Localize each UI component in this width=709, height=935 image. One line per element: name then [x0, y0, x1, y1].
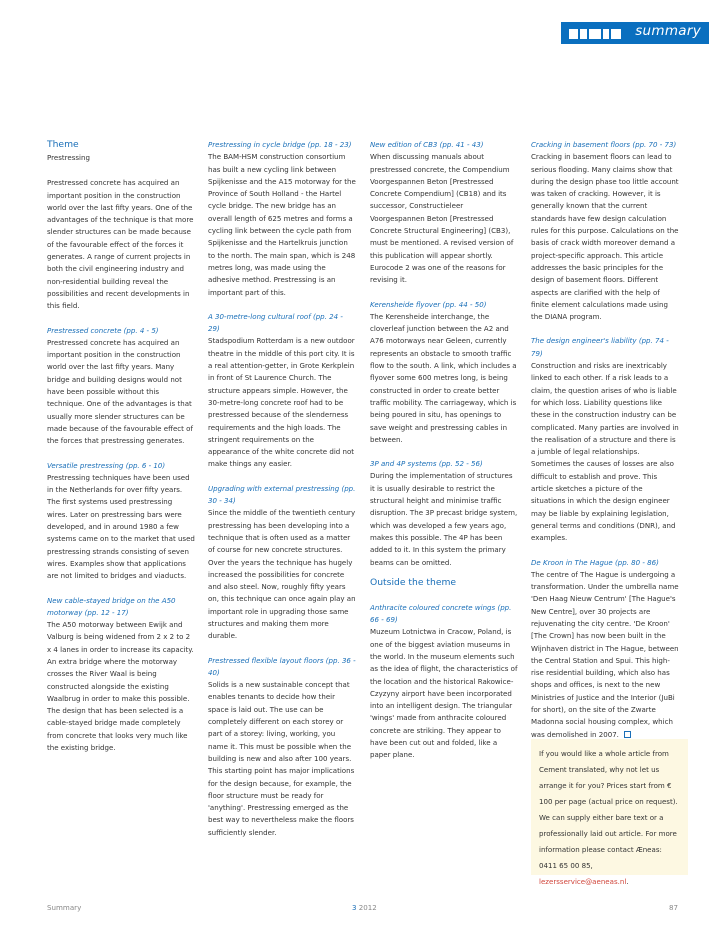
article-body: Solids is a new sustainable concept that enables tenants to decide how their space is laid out. The use can be completely different on each storey or part of a storey: living, working, you name it. This must be possible when the building is new and also after 100 years. This starting point has major implications for the design because, for example, the floor structure must be ready for 'anything'. Prestressing emerged as the best way to nevertheless make the floors sufficiently slender.: [208, 680, 355, 837]
article-body: The centre of The Hague is undergoing a transformation. Under the umbrella name 'Den Haag Nieuw Centrum' [The Hague's New Centre], over 30 projects are rejuvenating the city centre. 'De Kroon' [The Crown] has now been built in the Wijnhaven district in The Hague, between the Central Station and Spui. This high-rise residential building, which also has shops and offices, is next to the new Ministries of Justice and the Interior (JuBi for short), on the site of the Zwarte Madonna social housing complex, which was demolished in 2007.: [531, 569, 679, 739]
article-body: Prestressing techniques have been used in the Netherlands for over fifty years. The first systems used prestressing wires. Later on prestressing bars were developed, and in around 1980 a few systems came on to the market that used prestressing strands consisting of seven wires. Examples show that applications are not limited to bridges and viaducts.: [47, 472, 195, 581]
article-body: The BAM-HSM construction consortium has built a new cycling link between Spijkenisse and the A15 motorway for the Province of South Holland - the Hartel cycle bridge. The new bridge has an overall length of 625 metres and forms a cycling link between the cycle path from Spijkenisse and the Hartelkruis junction to the north. The main span, which is 248 metres long, was made using the adhesive method. Prestressing is an important part of this.: [208, 152, 356, 297]
article-body: Stadspodium Rotterdam is a new outdoor theatre in the middle of this port city. It is a real attention-getter, in Grote Kerkplein in front of St Laurence Church. The structure appears simple. However, the 30-metre-long concrete roof had to be prestressed because of the slenderness requirements and the high loads. The stringent requirements on the appearance of the white concrete did not make things any easier.: [208, 336, 355, 469]
article-body: Construction and risks are inextricably linked to each other. If a risk leads to a claim, the question arises of who is liable for which loss. Liability questions like these in the construction industry can be complicated. Many parties are involved in the realisation of a structure and there is a jumble of legal relationships. Sometimes the causes of losses are also difficult to establish and prove. This article sketches a picture of the situations in which the design engineer may be liable by explaining legislation, general terms and conditions (DNR), and examples.: [531, 361, 679, 543]
article-title: Cracking in basement floors (pp. 70 - 73): [531, 140, 677, 149]
article-body: Cracking in basement floors can lead to serious flooding. Many claims show that during the design phase too little account was taken of cracking. However, it is generally known that the current standards have few design calculation rules for this purpose. Calculations on the basis of crack width moreover demand a project-specific approach. This article addresses the basic principles for the design of basement floors. Different aspects are clarified with the help of finite element calculations made using the DIANA program.: [531, 152, 679, 322]
note-text-wrapper: [539, 746, 681, 890]
masthead-bar: [561, 22, 709, 44]
page-number: 87: [668, 903, 678, 912]
column-1: [47, 139, 195, 754]
article-body: Muzeum Lotnictwa in Cracow, Poland, is one of the biggest aviation museums in the world. In the museum elements such as the idea of flight, the characteristics of the location and the historical Rakowice-Czyzyny airport have been incorporated into an intelligent design. The triangular 'wings' made from anthracite coloured concrete are striking. They appear to have been cut out and folded, like a paper plane.: [370, 627, 518, 760]
article-title: 3P and 4P systems (pp. 52 - 56): [370, 459, 483, 469]
article-body-wrapper: [531, 569, 679, 741]
note-text: If you would like a whole article from Cement translated, why not let us arrange it for you? Prices start from € 100 per page (actual price on request). We can supply either bare text or a professionally laid out article. For more information please contact Æneas: 0411 65 00 85,: [539, 749, 678, 870]
section-label: summary: [635, 23, 701, 39]
article-title: Anthracite coloured concrete wings (pp. 66 - 69): [370, 602, 512, 625]
article-title: New edition of CB3 (pp. 41 - 43): [370, 140, 484, 149]
article-title: Kerensheide flyover (pp. 44 - 50): [370, 299, 487, 309]
article-title: Prestressed flexible layout floors (pp. 36 - 40): [208, 655, 356, 677]
outside-theme-heading: Outside the theme: [370, 576, 457, 588]
cement-logo-icon: [569, 29, 621, 39]
article-body: Prestressed concrete has acquired an important position in the construction world over the last fifty years. Many bridge and building designs would not have been possible without this technique. One of the advantages is that usually more slender structures can be made because of the favourable effect of the forces that prestressing generates.: [47, 337, 193, 446]
footer-issue: [352, 903, 377, 912]
column-4: [531, 139, 679, 741]
article-body: Since the middle of the twentieth century prestressing has been developing into a technique that is often used as a matter of course for new concrete structures. Over the years the technique has hugely increased the possibilities for concrete and also steel. Now, roughly fifty years on, this technique can once again play an important role in upgrading those same structures and making them more durable.: [208, 508, 356, 641]
translation-note: [531, 739, 688, 886]
article-title: The design engineer's liability (pp. 74 - 79): [531, 336, 669, 358]
note-end: .: [626, 877, 629, 886]
article-title: Prestressed concrete (pp. 4 - 5): [47, 325, 159, 335]
article-title: Prestressing in cycle bridge (pp. 18 - 23): [208, 140, 352, 149]
theme-name: Prestressing: [47, 153, 90, 162]
column-2: [208, 139, 356, 839]
contact-email-link[interactable]: lezersservice@aeneas.nl: [539, 877, 627, 886]
issue-year: 2012: [356, 903, 377, 912]
article-title: De Kroon in The Hague (pp. 80 - 86): [531, 557, 659, 567]
article-body: The A50 motorway between Ewijk and Valburg is being widened from 2 x 2 to 2 x 4 lanes in order to increase its capacity. An extra bridge where the motorway crosses the River Waal is being constructed alongside the existing Waalbrug in order to make this possible. The design that has been selected is a cable-stayed bridge made completely from concrete that looks very much like the existing bridge.: [47, 620, 194, 753]
end-of-article-icon: [624, 731, 631, 738]
footer-section-name: Summary: [47, 903, 82, 912]
article-title: Versatile prestressing (pp. 6 - 10): [47, 460, 166, 470]
article-body: During the implementation of structures it is usually desirable to restrict the structural height and minimise traffic disruption. The 3P precast bridge system, which was developed a few years ago, makes this possible. The 4P has been added to it. In this system the primary beams can be omitted.: [370, 471, 518, 567]
issue-number: 3: [352, 903, 357, 912]
theme-heading: Theme: [47, 139, 79, 150]
article-title: A 30-metre-long cultural roof (pp. 24 - 29): [208, 311, 343, 334]
column-3: [370, 139, 518, 762]
article-body: The Kerensheide interchange, the cloverleaf junction between the A2 and A76 motorways near Geleen, currently represents an obstacle to smooth traffic flow to the south. A link, which includes a flyover some 600 metres long, is being constructed in order to create better traffic mobility. The carriageway, which is being poured in situ, has openings to save weight and prestressing cables in between.: [370, 311, 517, 444]
article-title: Upgrading with external prestressing (pp. 30 - 34): [208, 483, 356, 506]
article-body: When discussing manuals about prestressed concrete, the Compendium Voorgespannen Beton [Prestressed Concrete Compendium] (CB18) and its successor, Constructieleer Voorgespannen Beton [Prestressed Concrete Structural Engineering] (CB3), must be mentioned. A revised version of this publication will appear shortly. Eurocode 2 was one of the reasons for revising it.: [370, 152, 514, 285]
theme-intro: Prestressed concrete has acquired an important position in the construction world over the last fifty years. One of the advantages of the technique is that more slender structures can be made because of the favourable effect of the forces it generates. A range of current projects in both the civil engineering industry and non-residential building reveal the possibilities and recent developments in this field.: [47, 178, 194, 311]
article-title: New cable-stayed bridge on the A50 motorway (pp. 12 - 17): [47, 595, 176, 617]
